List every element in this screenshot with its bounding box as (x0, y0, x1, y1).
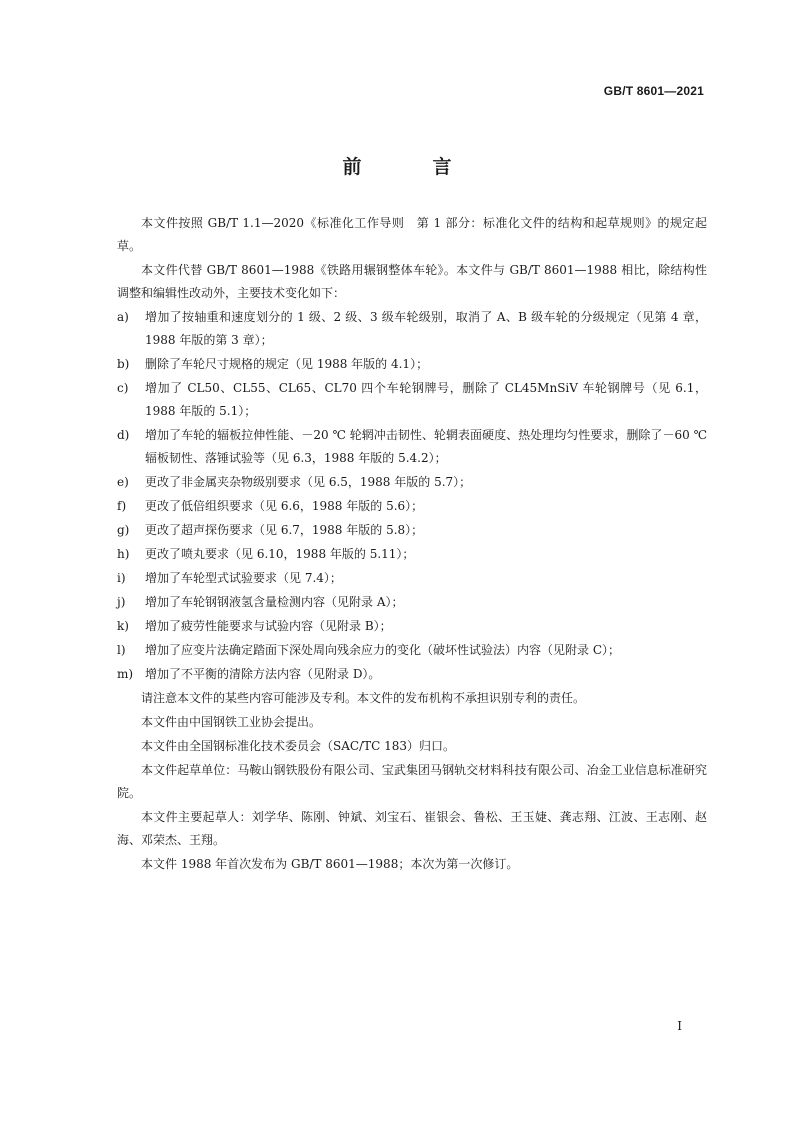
paragraph: 请注意本文件的某些内容可能涉及专利。本文件的发布机构不承担识别专利的责任。 (141, 691, 586, 705)
item-letter: i) (117, 571, 126, 585)
item-text: 增加了不平衡的清除方法内容（见附录 D）。 (145, 667, 381, 681)
change-item (117, 306, 707, 352)
foreword-body (117, 212, 707, 877)
item-text: 增加了 CL50、CL55、CL65、CL70 四个车轮钢牌号，删除了 CL45MnSiV 车轮钢牌号（见 6.1，1988 年版的 5.1）； (145, 381, 707, 418)
paragraph: 本文件起草单位：马鞍山钢铁股份有限公司、宝武集团马钢轨交材料科技有限公司、冶金工业信息标准研究院。 (117, 763, 707, 800)
item-text: 增加了疲劳性能要求与试验内容（见附录 B）； (145, 619, 392, 633)
change-item (117, 567, 707, 590)
page-number: I (677, 1019, 682, 1033)
paragraph: 本文件按照 GB/T 1.1—2020《标准化工作导则 第 1 部分：标准化文件的结构和起草规则》的规定起草。 (117, 216, 707, 253)
page-title: 前 言 (342, 156, 478, 178)
paragraph: 本文件 1988 年首次发布为 GB/T 8601—1988；本次为第一次修订。 (141, 857, 519, 871)
item-text: 更改了非金属夹杂物级别要求（见 6.5，1988 年版的 5.7）； (145, 475, 472, 489)
item-text: 增加了车轮钢钢液氢含量检测内容（见附录 A）； (145, 595, 404, 609)
item-text: 更改了超声探伤要求（见 6.7，1988 年版的 5.8）； (145, 523, 424, 537)
item-letter: g) (117, 523, 130, 537)
standard-code: GB/T 8601—2021 (603, 84, 704, 98)
change-item (117, 377, 707, 423)
item-letter: h) (117, 547, 130, 561)
change-item (117, 663, 707, 686)
paragraph: 本文件由中国钢铁工业协会提出。 (141, 715, 322, 729)
item-text: 删除了车轮尺寸规格的规定（见 1988 年版的 4.1）； (145, 357, 429, 371)
change-item (117, 615, 707, 638)
item-text: 增加了车轮型式试验要求（见 7.4）； (145, 571, 342, 585)
item-text: 增加了应变片法确定踏面下深处周向残余应力的变化（破坏性试验法）内容（见附录 C）； (145, 643, 620, 657)
item-text: 增加了车轮的辐板拉伸性能、－20 ℃ 轮辋冲击韧性、轮辋表面硬度、热处理均匀性要求，删除了－60 ℃ 辐板韧性、落锤试验等（见 6.3，1988 年版的 5.4.2）； (145, 428, 707, 465)
item-letter: l) (117, 643, 126, 657)
item-letter: f) (117, 499, 127, 513)
item-letter: k) (117, 619, 129, 633)
paragraph: 本文件主要起草人：刘学华、陈刚、钟斌、刘宝石、崔银会、鲁松、王玉婕、龚志翔、江波、王志刚、赵海、邓荣杰、王翔。 (117, 810, 707, 847)
item-letter: b) (117, 357, 130, 371)
change-item (117, 519, 707, 542)
change-item (117, 639, 707, 662)
item-text: 增加了按轴重和速度划分的 1 级、2 级、3 级车轮级别，取消了 A、B 级车轮的分级规定（见第 4 章，1988 年版的第 3 章）； (145, 310, 707, 347)
change-item (117, 543, 707, 566)
item-letter: a) (117, 310, 129, 324)
paragraph: 本文件代替 GB/T 8601—1988《铁路用辗钢整体车轮》。本文件与 GB/T 8601—1988 相比，除结构性调整和编辑性改动外，主要技术变化如下： (117, 263, 707, 300)
item-letter: c) (117, 381, 129, 395)
paragraph: 本文件由全国钢标准化技术委员会（SAC/TC 183）归口。 (141, 739, 456, 753)
item-letter: d) (117, 428, 130, 442)
item-letter: j) (117, 595, 126, 609)
item-letter: e) (117, 475, 129, 489)
change-item (117, 471, 707, 494)
change-item (117, 424, 707, 470)
item-text: 更改了喷丸要求（见 6.10，1988 年版的 5.11）； (145, 547, 415, 561)
change-item (117, 495, 707, 518)
change-item (117, 353, 707, 376)
item-text: 更改了低倍组织要求（见 6.6，1988 年版的 5.6）； (145, 499, 424, 513)
change-item (117, 591, 707, 614)
item-letter: m) (117, 667, 134, 681)
